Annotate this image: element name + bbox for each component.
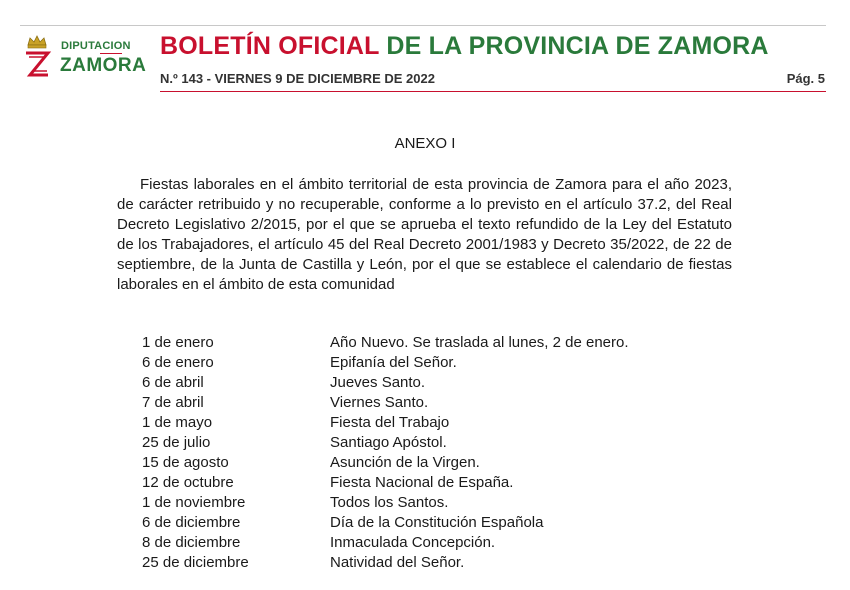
diputacion-logo [20,33,150,83]
crown-emblem-icon [20,33,54,81]
holiday-name: Todos los Santos. [330,494,449,511]
title-provincia: DE LA PROVINCIA DE ZAMORA [386,32,769,60]
holiday-name: Día de la Constitución Española [330,514,544,531]
holiday-date: 6 de abril [142,374,204,391]
page-header [0,0,850,96]
logo-text-zamora: ZAMORA [60,55,147,76]
logo-text-diputacion: DIPUTACION [61,40,131,52]
holiday-name: Asunción de la Virgen. [330,454,480,471]
holiday-row [142,413,742,433]
holiday-name: Natividad del Señor. [330,554,465,571]
issue-line: N.º 143 - VIERNES 9 DE DICIEMBRE DE 2022 [160,71,435,86]
header-top-rule [20,25,826,26]
holiday-row [142,373,742,393]
holiday-name: Santiago Apóstol. [330,434,447,451]
bulletin-title [160,32,769,61]
holiday-row [142,433,742,453]
logo-divider [100,53,122,54]
holiday-date: 1 de noviembre [142,494,246,511]
holiday-row [142,533,742,553]
holiday-date: 1 de enero [142,334,214,351]
holiday-row [142,353,742,373]
holiday-row [142,513,742,533]
holiday-row [142,393,742,413]
holiday-date: 8 de diciembre [142,534,241,551]
holiday-row [142,493,742,513]
holiday-date: 7 de abril [142,394,204,411]
holiday-list [142,333,742,573]
title-boletin-oficial: BOLETÍN OFICIAL [160,32,380,60]
holiday-name: Epifanía del Señor. [330,354,457,371]
holiday-row [142,453,742,473]
holiday-date: 1 de mayo [142,414,213,431]
holiday-date: 6 de diciembre [142,514,241,531]
holiday-name: Jueves Santo. [330,374,426,391]
page-number: Pág. 5 [786,71,825,86]
holiday-name: Año Nuevo. Se traslada al lunes, 2 de enero. [330,334,629,351]
holiday-date: 6 de enero [142,354,214,371]
holiday-name: Viernes Santo. [330,394,429,411]
holiday-name: Fiesta del Trabajo [330,414,450,431]
holiday-date: 15 de agosto [142,454,229,471]
holiday-date: 25 de julio [142,434,211,451]
holiday-date: 12 de octubre [142,474,234,491]
header-rule [160,91,826,92]
intro-paragraph: Fiestas laborales en el ámbito territorial de esta provincia de Zamora para el año 2023, de carácter retribuido y no recuperable, conforme a lo previsto en el artículo 37.2, del Real Decreto Legislativo 2/2015, por el que se aprueba el texto refundido de la Ley del Estatuto de los Trabajadores, el artículo 45 del Real Decreto 2001/1983 y Decreto 35/2022, de 22 de septiembre, de la Junta de Castilla y León, por el que se establece el calendario de fiestas laborales en el ámbito de esta comunidad [117,176,732,293]
holiday-date: 25 de diciembre [142,554,249,571]
holiday-row [142,333,742,353]
holiday-name: Fiesta Nacional de España. [330,474,514,491]
annex-title: ANEXO I [394,135,456,152]
holiday-row [142,553,742,573]
holiday-row [142,473,742,493]
holiday-name: Inmaculada Concepción. [330,534,496,551]
